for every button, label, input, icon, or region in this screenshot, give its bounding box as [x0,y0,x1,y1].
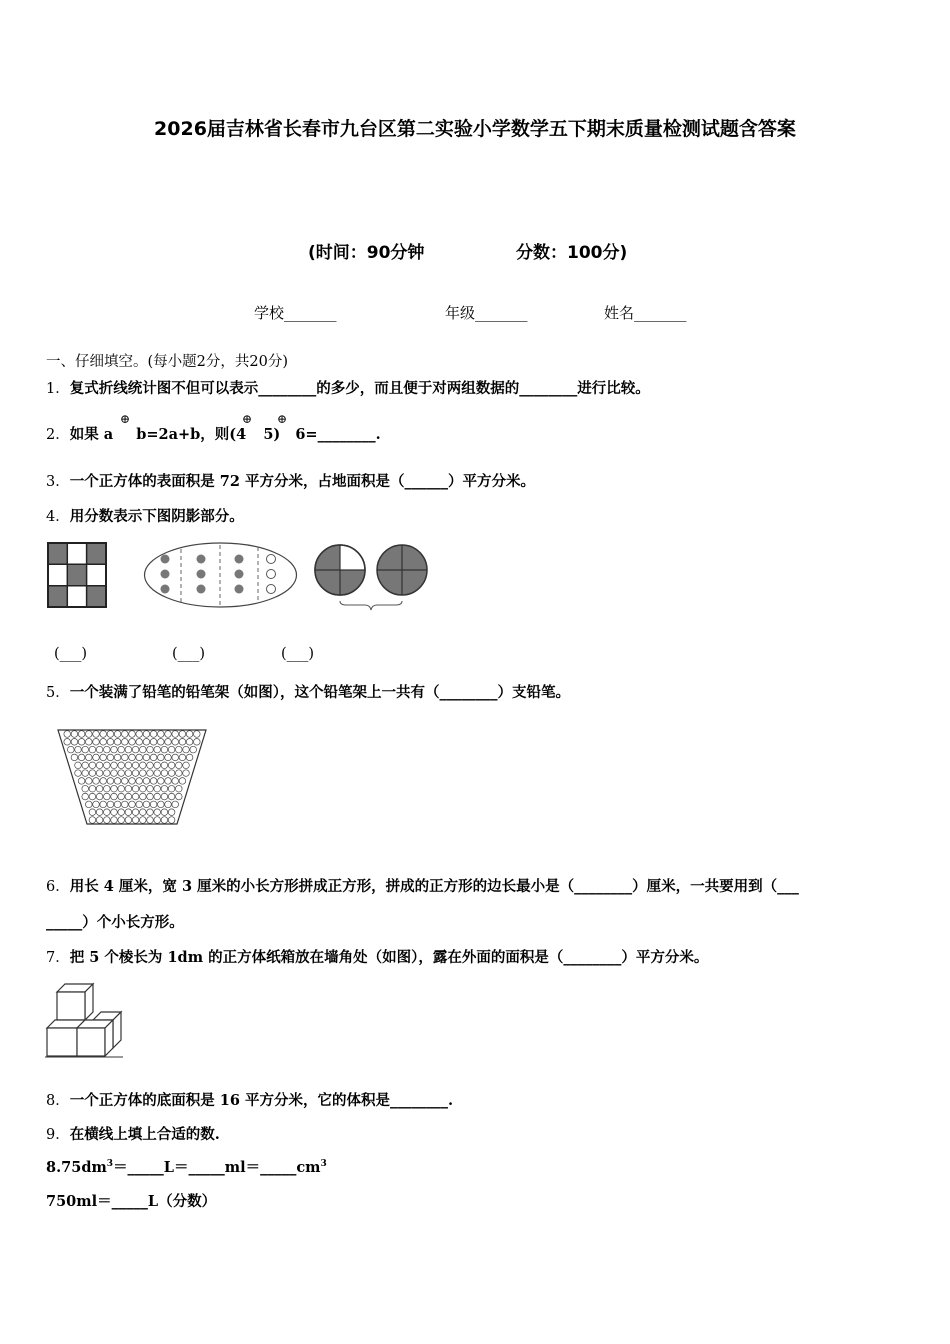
pencil-end [118,785,125,792]
pencil-end [125,785,132,792]
pencil-end [125,817,132,824]
pencil-end [111,793,118,800]
pencil-end [140,793,147,800]
pencil-end [118,762,125,769]
pencil-end [168,793,175,800]
pencil-end [154,746,161,753]
pencil-end [132,770,139,777]
pencil-end [154,785,161,792]
pencil-end [118,746,125,753]
pencil-end [114,778,121,785]
pencil-end [158,801,165,808]
question-4 [46,505,244,526]
pencil-end [132,746,139,753]
cube-stack-figure [45,982,123,1058]
pencil-end [168,785,175,792]
pencil-end [176,793,183,800]
pencil-end [96,785,103,792]
pencil-end [111,762,118,769]
pencil-end [111,817,118,824]
pencil-end [143,739,150,746]
pencil-end [147,809,154,816]
question-text: 复式折线统计图不但可以表示________的多少，而且便于对两组数据的________进行比较。 [69,380,650,397]
pencil-end [147,762,154,769]
pencil-end [132,785,139,792]
pencil-end [176,770,183,777]
question-6-continued: _____）个小长方形。 [46,914,184,931]
pencil-end [136,731,143,738]
pencil-end [96,809,103,816]
pencil-end [176,746,183,753]
pencil-end [158,739,165,746]
school-field: 学校_______ [254,304,337,322]
question-text-part: 6=________. [295,426,381,443]
pencil-end [107,754,114,761]
pencil-end [186,731,193,738]
pencil-end [78,778,85,785]
pencil-end [165,778,172,785]
pencil-rack-figure [57,728,207,826]
question-3 [46,470,535,491]
pencil-end [82,785,89,792]
question-9 [46,1123,220,1144]
question-number: 1． [46,381,70,397]
pencil-end [96,746,103,753]
pencil-end [93,731,100,738]
pencil-end [96,762,103,769]
pencil-end [100,739,107,746]
pencil-end [129,778,136,785]
pencil-end [100,778,107,785]
pencil-end [64,739,71,746]
pencil-end [132,817,139,824]
pencil-end [129,801,136,808]
pencil-end [186,739,193,746]
pencil-end [136,754,143,761]
pencil-end [183,746,190,753]
conversion-text: ＝_____L＝_____ml＝_____cm [113,1159,321,1176]
pencil-end [68,746,75,753]
pencil-end [161,817,168,824]
pencil-end [86,731,93,738]
pencil-end [172,778,179,785]
pencil-end [147,746,154,753]
pencil-end [114,739,121,746]
pencil-end [158,754,165,761]
pencil-end [107,778,114,785]
exponent: 3 [106,1159,114,1170]
oval-dots-figure [143,541,298,609]
question-1 [46,377,650,398]
pencil-end [104,762,111,769]
section-heading: 一、仔细填空。(每小题2分，共20分) [46,354,288,370]
pencil-end [104,770,111,777]
pencil-end [89,770,96,777]
pencil-end [140,746,147,753]
pencil-end [111,785,118,792]
oplus-symbol: ⊕ [242,412,253,426]
pencil-end [86,754,93,761]
question-number: 8． [46,1093,70,1109]
pencil-end [179,778,186,785]
question-text: 一个装满了铅笔的铅笔架（如图），这个铅笔架上一共有（________）支铅笔。 [69,684,570,701]
pencil-end [104,793,111,800]
question-number: 2． [46,427,70,443]
pencil-end [140,817,147,824]
question-6 [46,875,799,896]
pencil-end [93,801,100,808]
pencil-end [93,739,100,746]
pencil-end [147,785,154,792]
pencil-end [89,746,96,753]
pencil-end [168,817,175,824]
pencil-end [129,731,136,738]
pencil-end [172,754,179,761]
pencil-end [75,762,82,769]
pencil-end [154,770,161,777]
question-text: 用长 4 厘米，宽 3 厘米的小长方形拼成正方形，拼成的正方形的边长最小是（________）厘米，一共要用到（___ [69,878,799,895]
answer-blank-2[interactable]: (___) [172,646,206,662]
pencil-end [140,785,147,792]
score-label: 分数：100分) [516,243,628,263]
pencil-end [122,754,129,761]
pencil-end [154,817,161,824]
oplus-symbol: ⊕ [277,412,288,426]
pencil-end [104,746,111,753]
pencil-end [172,801,179,808]
pencil-end [125,770,132,777]
pencil-end [168,770,175,777]
pencil-end [100,754,107,761]
pencil-end [125,809,132,816]
question-number: 6． [46,879,70,895]
pencil-end [154,762,161,769]
pencil-end [122,801,129,808]
pencil-end [165,731,172,738]
pencil-end [143,801,150,808]
pencil-end [71,754,78,761]
question-text-part: b=2a+b，则(4 [136,426,247,443]
pencil-end [104,817,111,824]
question-9-line-2: 750ml＝_____L（分数） [46,1193,217,1210]
question-number: 3． [46,474,70,490]
pencil-end [118,809,125,816]
pencil-end [194,739,201,746]
pencil-end [122,731,129,738]
question-text-part: 5) [263,426,281,443]
page-title: 2026届吉林省长春市九台区第二实验小学数学五下期末质量检测试题含答案 [154,118,796,140]
pencil-end [89,785,96,792]
pencil-end [143,754,150,761]
pencil-end [82,746,89,753]
pencil-end [158,778,165,785]
pencil-end [107,801,114,808]
pencil-end [147,817,154,824]
pencil-end [75,746,82,753]
question-8 [46,1089,453,1110]
pencil-end [165,801,172,808]
pencil-end [143,731,150,738]
oplus-symbol: ⊕ [120,412,131,426]
question-text: 用分数表示下图阴影部分。 [69,508,244,525]
pencil-end [150,801,157,808]
time-label: (时间：90分钟 [308,243,425,263]
pencil-end [147,770,154,777]
question-text: 把 5 个棱长为 1dm 的正方体纸箱放在墙角处（如图），露在外面的面积是（________）平方分米。 [69,949,709,966]
pencil-end [129,754,136,761]
question-2 [46,423,381,444]
pencil-end [118,817,125,824]
name-field: 姓名_______ [604,304,687,322]
pencil-end [132,809,139,816]
pencil-end [132,793,139,800]
pencil-end [100,731,107,738]
pencil-end [86,739,93,746]
pencil-end [172,731,179,738]
pie-circles-figure [313,543,429,613]
pencil-end [114,731,121,738]
pencil-end [168,809,175,816]
answer-blank-1[interactable]: (___) [54,646,88,662]
pencil-end [161,762,168,769]
question-number: 9． [46,1127,70,1143]
pencil-end [78,739,85,746]
pencil-end [104,785,111,792]
pencil-end [140,770,147,777]
pencil-end [125,762,132,769]
pencil-end [111,746,118,753]
pencil-end [136,778,143,785]
pencil-end [114,754,121,761]
pencil-end [161,785,168,792]
pencil-end [176,762,183,769]
pencil-end [143,778,150,785]
pencil-end [71,739,78,746]
pencil-end [100,801,107,808]
question-number: 4． [46,509,70,525]
pencil-end [86,778,93,785]
pencil-end [183,770,190,777]
grade-field: 年级_______ [445,304,528,322]
pencil-end [190,746,197,753]
pencil-end [154,793,161,800]
pencil-end [140,809,147,816]
question-text: 在横线上填上合适的数. [69,1126,220,1143]
question-number: 7． [46,950,70,966]
pencil-end [161,809,168,816]
pencil-end [183,762,190,769]
pencil-end [179,739,186,746]
pencil-end [168,746,175,753]
pencil-end [82,793,89,800]
pencil-end [140,762,147,769]
pencil-end [150,731,157,738]
pencil-end [129,739,136,746]
pencil-end [154,809,161,816]
pencil-end [78,754,85,761]
pencil-end [96,817,103,824]
pencil-end [78,731,85,738]
pencil-end [122,739,129,746]
pencil-end [64,731,71,738]
pencil-end [136,801,143,808]
pencil-end [96,793,103,800]
pencil-end [136,739,143,746]
pencil-end [150,754,157,761]
pencil-end [93,778,100,785]
pencil-end [96,770,103,777]
pencil-end [86,801,93,808]
pencil-end [179,754,186,761]
pencil-end [71,731,78,738]
pencil-end [89,809,96,816]
question-text-part: 如果 a [69,426,114,443]
pencil-end [93,754,100,761]
pencil-end [111,770,118,777]
pencil-end [89,817,96,824]
pencil-end [194,731,201,738]
checkered-grid-figure [48,543,106,607]
question-7 [46,946,708,967]
pencil-end [150,739,157,746]
pencil-end [172,739,179,746]
answer-blank-3[interactable]: (___) [281,646,315,662]
pencil-end [122,778,129,785]
question-number: 5． [46,685,70,701]
pencil-end [165,739,172,746]
conversion-text: 8.75dm [46,1159,107,1176]
pencil-end [186,754,193,761]
pencil-end [118,793,125,800]
pencil-end [89,762,96,769]
pencil-end [114,801,121,808]
pencil-end [107,739,114,746]
pencil-end [118,770,125,777]
pencil-end [125,793,132,800]
question-5 [46,681,570,702]
pencil-end [168,762,175,769]
pencil-end [147,793,154,800]
pencil-end [89,793,96,800]
question-9-line-1 [46,1156,327,1177]
pencil-end [176,785,183,792]
pencil-end [125,746,132,753]
pencil-end [150,778,157,785]
pencil-end [161,770,168,777]
pencil-end [82,770,89,777]
pencil-end [82,762,89,769]
pencil-end [107,731,114,738]
question-text: 一个正方体的表面积是 72 平方分米，占地面积是（______）平方分米。 [69,473,536,490]
pencil-end [165,754,172,761]
exponent: 3 [320,1159,327,1170]
pencil-end [111,809,118,816]
pencil-end [104,809,111,816]
pencil-end [75,770,82,777]
pencil-end [179,731,186,738]
pencil-end [161,793,168,800]
pencil-end [158,731,165,738]
pencil-end [161,746,168,753]
question-text: 一个正方体的底面积是 16 平方分米，它的体积是________. [69,1092,454,1109]
pencil-end [132,762,139,769]
